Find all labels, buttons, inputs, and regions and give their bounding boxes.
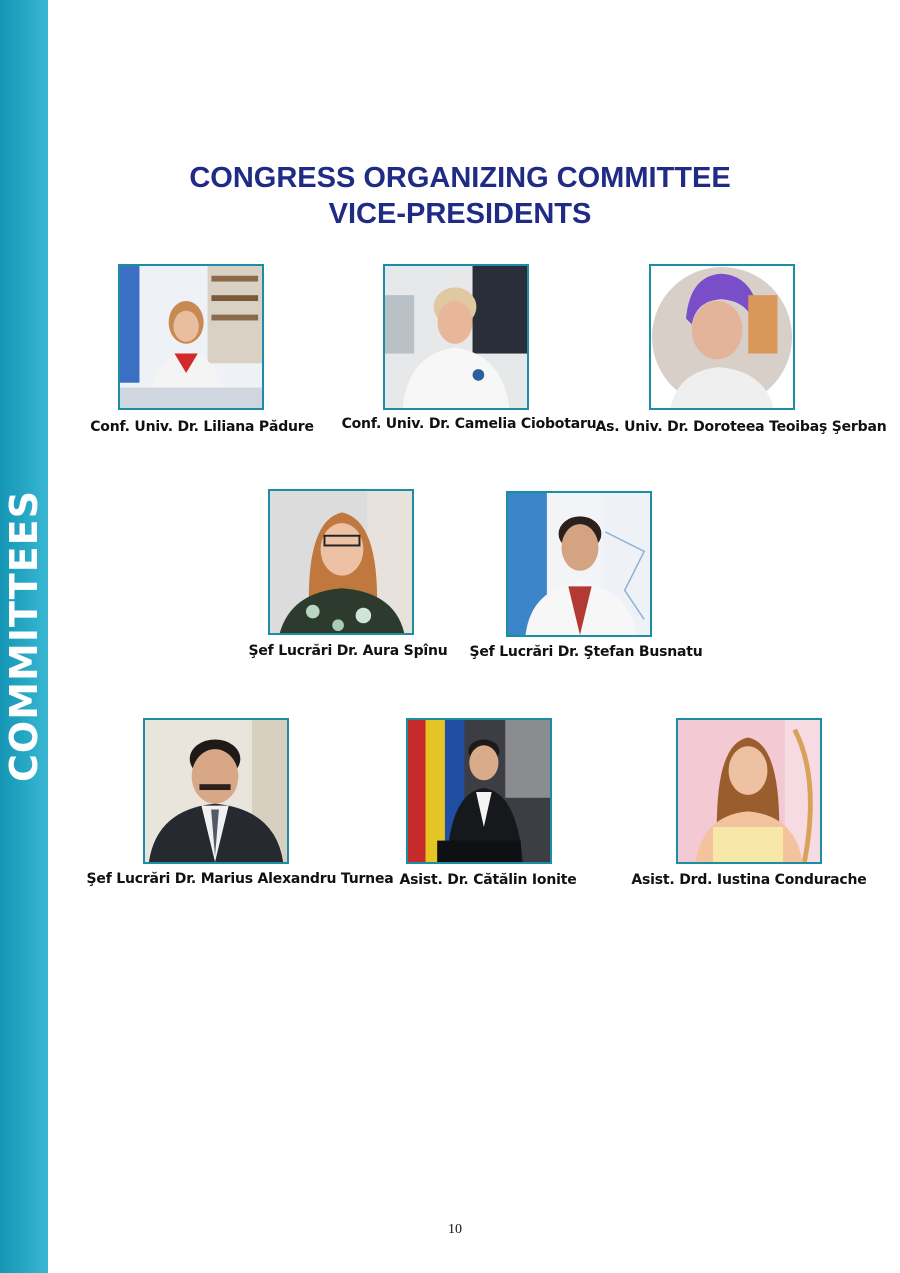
member-photo [268, 489, 414, 635]
member-photo [676, 718, 822, 864]
page-subtitle: VICE-PRESIDENTS [328, 198, 592, 230]
side-bar [0, 0, 48, 1273]
member-name: Asist. Dr. Cătălin Ionite [399, 872, 577, 888]
member-name: Şef Lucrări Dr. Marius Alexandru Turnea [86, 871, 394, 887]
member-name: Asist. Drd. Iustina Condurache [631, 872, 867, 888]
member-photo [383, 264, 529, 410]
member-name: Şef Lucrări Dr. Aura Spînu [248, 643, 448, 659]
member-name: Conf. Univ. Dr. Camelia Ciobotaru [341, 416, 597, 432]
section-label: COMMITTEES [2, 490, 46, 782]
page-number: 10 [448, 1222, 462, 1237]
member-photo [506, 491, 652, 637]
member-name: Şef Lucrări Dr. Ştefan Busnatu [469, 644, 703, 660]
page-title: CONGRESS ORGANIZING COMMITTEE [189, 162, 731, 194]
member-photo [118, 264, 264, 410]
member-photo [649, 264, 795, 410]
member-photo [406, 718, 552, 864]
member-name: Conf. Univ. Dr. Liliana Pădure [90, 419, 314, 435]
member-photo [143, 718, 289, 864]
member-name: As. Univ. Dr. Doroteea Teoibaş Şerban [595, 419, 887, 435]
